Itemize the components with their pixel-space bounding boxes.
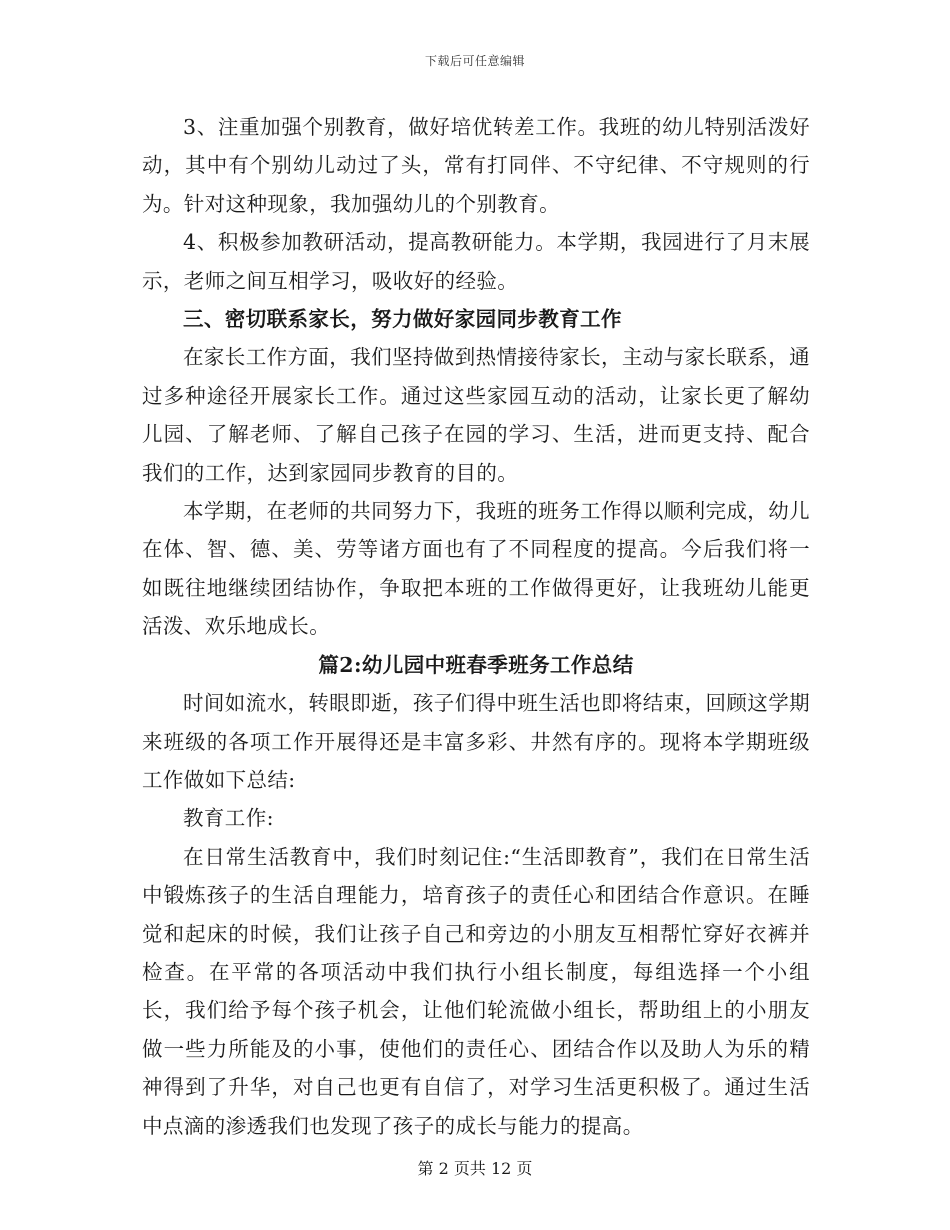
section-heading-parents: 三、密切联系家长，努力做好家园同步教育工作 — [183, 307, 622, 332]
article-heading-2: 篇2:幼儿园中班春季班务工作总结 — [318, 652, 634, 677]
header-note: 下载后可任意编辑 — [424, 54, 525, 68]
document-body — [142, 108, 810, 1145]
paragraph-daily-life-education: 在日常生活教育中，我们时刻记住:“生活即教育”，我们在日常生活中锻炼孩子的生活自理能力，培育孩子的责任心和团结合作意识。在睡觉和起床的时候，我们让孩子自己和旁边的小朋友互相帮忙穿好衣裤并检查。在平常的各项活动中我们执行小组长制度，每组选择一个小组长，我们给予每个孩子机会，让他们轮流做小组长，帮助组上的小朋友做一些力所能及的小事，使他们的责任心、团结合作以及助人为乐的精神得到了升华，对自己也更有自信了，对学习生活更积极了。通过生活中点滴的渗透我们也发现了孩子的成长与能力的提高。 — [142, 844, 810, 1138]
paragraph-semester-summary: 本学期，在老师的共同努力下，我班的班务工作得以顺利完成，幼儿在体、智、德、美、劳等诸方面也有了不同程度的提高。今后我们将一如既往地继续团结协作，争取把本班的工作做得更好，让我班幼儿能更活泼、欢乐地成长。 — [142, 499, 810, 639]
paragraph-teaching-research: 4、积极参加教研活动，提高教研能力。本学期，我园进行了月末展示，老师之间互相学习，吸收好的经验。 — [142, 230, 810, 293]
page-number: 第 2 页共 12 页 — [417, 1159, 533, 1178]
paragraph-parent-work: 在家长工作方面，我们坚持做到热情接待家长，主动与家长联系，通过多种途径开展家长工作。通过这些家园互动的活动，让家长更了解幼儿园、了解老师、了解自己孩子在园的学习、生活，进而更支持、配合我们的工作，达到家园同步教育的目的。 — [142, 345, 810, 485]
paragraph-education-label: 教育工作: — [183, 806, 274, 831]
paragraph-individual-education: 3、注重加强个别教育，做好培优转差工作。我班的幼儿特别活泼好动，其中有个别幼儿动过了头，常有打同伴、不守纪律、不守规则的行为。针对这种现象，我加强幼儿的个别教育。 — [142, 115, 810, 216]
paragraph-intro: 时间如流水，转眼即逝，孩子们得中班生活也即将结束，回顾这学期来班级的各项工作开展得还是丰富多彩、井然有序的。现将本学期班级工作做如下总结: — [142, 691, 810, 792]
